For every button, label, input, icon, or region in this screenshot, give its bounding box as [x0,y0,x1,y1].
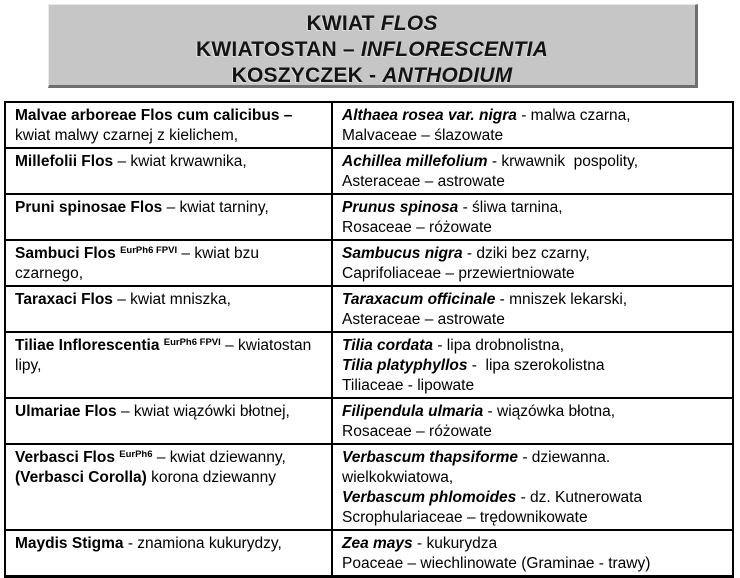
cell-botanical-source [332,530,733,577]
drug-name-line [15,126,323,146]
botanical-source-line [342,534,724,554]
text-segment: - znamiona kukurydzy, [123,535,282,552]
botanical-source-line [342,218,724,238]
text-segment: (Verbasci Corolla) [15,469,147,486]
text-segment: – kwiat mniszka, [112,291,231,308]
cell-drug-name [5,194,332,240]
botanical-source-line [342,554,724,574]
drug-name-line [15,402,323,422]
drug-name-line [15,336,323,356]
title-banner [48,4,698,88]
text-segment: - kukurydza [412,535,498,552]
text-segment: Filipendula ulmaria [342,403,484,420]
text-segment: Ulmariae Flos [15,403,117,420]
text-segment: - malwa czarna, [516,107,631,124]
text-segment: Scrophulariaceae – trędownikowate [342,509,588,526]
text-segment: Rosaceae – różowate [342,219,492,236]
botanical-source-line [342,336,724,356]
text-segment: - śliwa tarnina, [458,199,563,216]
table-row [5,444,733,530]
botanical-source-line [342,106,724,126]
drug-name-line [15,198,323,218]
text-segment: Sambuci Flos [15,245,121,262]
text-segment: Tilia cordata [342,337,434,354]
text-segment: – kwiat dziewanny, [152,449,286,466]
text-segment: Rosaceae – różowate [342,423,492,440]
table-row [5,398,733,444]
text-segment: Zea mays [342,535,413,552]
text-segment: Verbascum phlomoides [342,489,517,506]
table-row [5,286,733,332]
drug-name-line [15,448,323,468]
title-line [49,37,695,63]
botanical-source-line [342,448,724,488]
cell-drug-name [5,286,332,332]
text-segment: Asteraceae – astrowate [342,173,505,190]
text-segment: kwiat malwy czarnej z kielichem, [15,127,239,144]
text-segment: Verbascum thapsiforme [342,449,519,466]
cell-botanical-source [332,332,733,398]
cell-drug-name [5,148,332,194]
text-segment: – kwiat tarniny, [162,199,269,216]
drug-name-line [15,290,323,310]
botanical-source-line [342,488,724,508]
pharmacopoeia-superscript: EurPh6 FPVI [120,245,178,256]
text-segment: Tiliaceae - lipowate [342,377,475,394]
botanical-source-line [342,356,724,376]
text-segment: Poaceae – wiechlinowate (Graminae - trawy) [342,555,651,572]
text-segment: Malvae arboreae Flos cum calicibus – [15,107,293,124]
text-segment: - lipa drobnolistna, [433,337,564,354]
table-row [5,332,733,398]
drug-name-line [15,106,323,126]
table-row [5,148,733,194]
text-segment: korona dziewanny [146,469,277,486]
cell-drug-name [5,332,332,398]
text-segment: Taraxaci Flos [15,291,113,308]
cell-drug-name [5,102,332,148]
botanical-source-line [342,264,724,284]
text-segment: Tilia platyphyllos [342,357,468,374]
text-segment: KWIATOSTAN – [196,38,361,61]
text-segment: Achillea millefolium [342,153,488,170]
text-segment: – kwiat bzu czarnego, [15,245,264,282]
text-segment: ANTHODIUM [382,64,513,87]
text-segment: Malvaceae – ślazowate [342,127,504,144]
table-row [5,530,733,577]
cell-botanical-source [332,286,733,332]
drug-name-line [15,244,323,284]
text-segment: Caprifoliaceae – przewiertniowate [342,265,575,282]
cell-botanical-source [332,102,733,148]
botanical-source-line [342,126,724,146]
title-line [49,63,695,89]
text-segment: KOSZYCZEK - [231,64,383,87]
text-segment: - dz. Kutnerowata [516,489,643,506]
text-segment: KWIAT [306,12,381,35]
table-row [5,194,733,240]
pharmacopoeia-superscript: EurPh6 [119,449,153,460]
text-segment: INFLORESCENTIA [360,38,548,61]
cell-botanical-source [332,240,733,286]
text-segment: – kwiat krwawnika, [113,153,247,170]
botanical-source-line [342,508,724,528]
table-row [5,102,733,148]
cell-botanical-source [332,194,733,240]
text-segment: Sambucus nigra [342,245,463,262]
text-segment: Maydis Stigma [15,535,124,552]
botanical-source-line [342,310,724,330]
botanical-source-line [342,152,724,172]
cell-botanical-source [332,398,733,444]
text-segment: - lipa szerokolistna [467,357,605,374]
drug-name-line [15,152,323,172]
text-segment: - krwawnik pospolity, [487,153,639,170]
text-segment: - wiązówka błotna, [483,403,616,420]
text-segment: – kwiat wiązówki błotnej, [116,403,290,420]
cell-drug-name [5,240,332,286]
botanical-source-line [342,376,724,396]
title-line [49,11,695,37]
drug-name-line [15,534,323,554]
botanical-source-line [342,290,724,310]
text-segment: FLOS [380,12,438,35]
text-segment: Prunus spinosa [342,199,459,216]
cell-botanical-source [332,444,733,530]
plant-table [4,101,734,578]
table-row [5,240,733,286]
cell-botanical-source [332,148,733,194]
botanical-source-line [342,244,724,264]
text-segment: – kwiatostan [220,337,312,354]
pharmacopoeia-superscript: EurPh6 FPVI [163,337,221,348]
drug-name-line [15,468,323,488]
text-segment: Tiliae Inflorescentia [15,337,164,354]
text-segment: - mniszek lekarski, [495,291,628,308]
text-segment: lipy, [15,357,42,374]
cell-drug-name [5,530,332,577]
text-segment: Millefolii Flos [15,153,114,170]
botanical-source-line [342,172,724,192]
botanical-source-line [342,402,724,422]
botanical-source-line [342,198,724,218]
drug-name-line [15,356,323,376]
text-segment: Althaea rosea var. nigra [342,107,517,124]
text-segment: Asteraceae – astrowate [342,311,505,328]
text-segment: Pruni spinosae Flos [15,199,163,216]
cell-drug-name [5,398,332,444]
text-segment: - dziki bez czarny, [462,245,590,262]
text-segment: Verbasci Flos [15,449,120,466]
cell-drug-name [5,444,332,530]
text-segment: - dziewanna. wielkokwiatowa, [342,449,615,486]
botanical-source-line [342,422,724,442]
text-segment: Taraxacum officinale [342,291,496,308]
